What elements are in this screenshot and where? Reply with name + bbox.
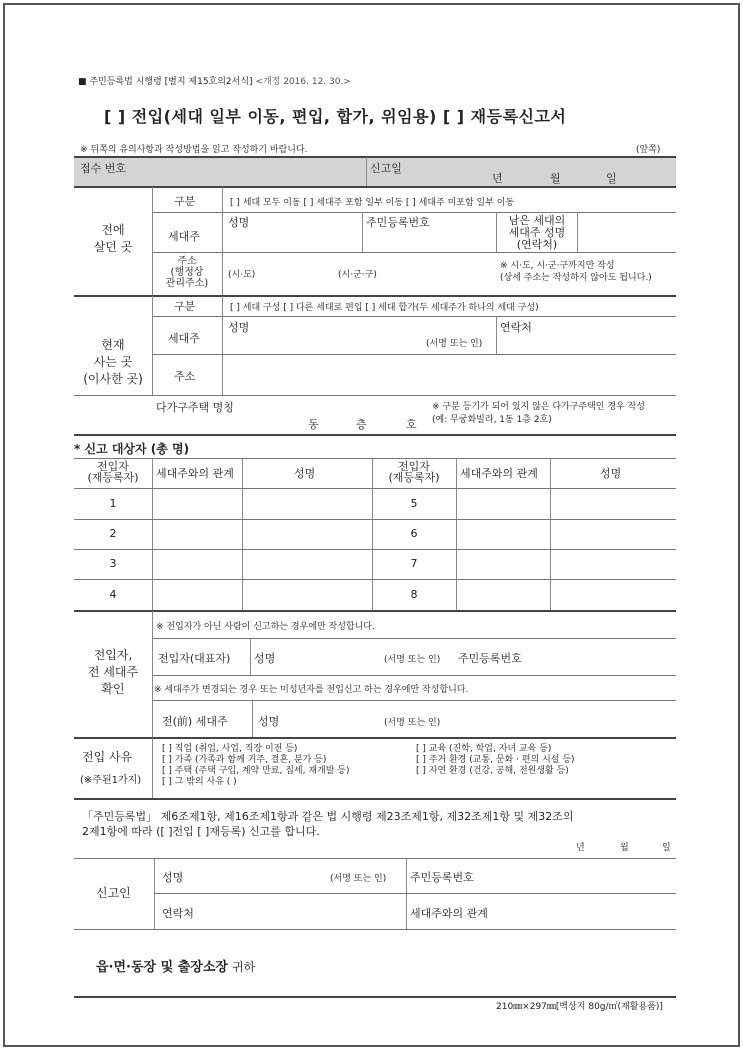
col-name-right: 성명	[600, 467, 622, 480]
receipt-date-label: 신고일	[370, 162, 402, 175]
reason-education-option[interactable]: [ ] 교육 (진학, 학업, 자녀 교육 등)	[416, 744, 552, 754]
divider	[456, 459, 457, 610]
targets-heading: * 신고 대상자 (총 명)	[74, 442, 190, 456]
divider	[152, 296, 153, 395]
row-number: 1	[109, 497, 117, 510]
decl-day: 일	[662, 843, 671, 853]
declarant-rrn-label: 주민등록번호	[410, 871, 474, 884]
multi-house-note: ※ 구분 등기가 되어 있지 않은 다가구주택인 경우 작성 (예: 무궁화빌라, 1동 1층 2호)	[432, 402, 646, 425]
reason-family-option[interactable]: [ ] 가족 (가족과 함께 거주, 결혼, 분가 등)	[162, 755, 327, 765]
divider	[250, 639, 251, 675]
rule	[74, 858, 676, 859]
prev-address-label: 주소 (행정상 관리주소)	[165, 256, 209, 289]
paper-spec: 210㎜×297㎜[백상지 80g/㎡(재활용품)]	[496, 1002, 663, 1012]
reason-other-option[interactable]: [ ] 그 밖의 사유 ( )	[162, 777, 237, 787]
rep-sign-label: (서명 또는 인)	[384, 655, 441, 665]
amend-date: <개정 2016. 12. 30.>	[255, 77, 351, 87]
divider	[152, 738, 153, 798]
prev-head-label: 세대주	[168, 230, 200, 243]
decl-month: 월	[620, 843, 629, 853]
rule	[74, 610, 676, 612]
divider	[252, 701, 253, 737]
rule	[74, 434, 676, 436]
divider	[366, 157, 367, 186]
prev-sido: (시·도)	[228, 270, 256, 280]
form-reference	[78, 74, 351, 87]
row-number: 6	[410, 527, 418, 540]
ho-label: 호	[406, 418, 417, 431]
divider	[242, 459, 243, 610]
receipt-month: 월	[550, 172, 561, 185]
divider	[222, 296, 223, 395]
col-relation-right: 세대주와의 관계	[460, 467, 538, 480]
reason-housing-option[interactable]: [ ] 주택 (주택 구입, 계약 만료, 집세, 재개발 등)	[162, 766, 350, 776]
rule	[152, 252, 676, 253]
rule	[74, 929, 676, 930]
rep-label: 전입자(대표자)	[158, 652, 231, 665]
page-side-label: (앞쪽)	[636, 145, 661, 155]
decl-year: 년	[576, 843, 585, 853]
row-number: 3	[109, 557, 117, 570]
rule	[74, 579, 676, 580]
rule	[74, 295, 676, 297]
divider	[496, 316, 497, 354]
reason-left-list	[162, 744, 349, 788]
declarant-name-label: 성명	[162, 871, 184, 884]
multi-house-label: 다가구주택 명칭	[156, 401, 234, 414]
rule	[74, 488, 676, 489]
declarant-relation-label: 세대주와의 관계	[410, 907, 488, 920]
remaining-head-label: 남은 세대의 세대주 성명 (연락처)	[508, 214, 566, 251]
divider	[550, 459, 551, 610]
prev-sigungu: (시·군·구)	[338, 270, 377, 280]
current-sign-label: (서명 또는 인)	[426, 339, 483, 349]
addressee	[96, 956, 255, 975]
current-section-label: 현재 사는 곳 (이사한 곳)	[83, 338, 143, 386]
current-kind-label: 구분	[174, 300, 196, 313]
addressee-suffix: 귀하	[232, 960, 256, 974]
confirm-section-label: 전입자, 전 세대주 확인	[87, 648, 139, 696]
col-name-left: 성명	[294, 467, 316, 480]
rule	[152, 675, 676, 676]
reason-job-option[interactable]: [ ] 직업 (취업, 사업, 직장 이전 등)	[162, 744, 298, 754]
divider	[152, 459, 153, 610]
prev-rrn-label: 주민등록번호	[366, 216, 430, 229]
prev-head-name-label: 성명	[258, 715, 280, 728]
rule	[74, 549, 676, 550]
reason-nature-option[interactable]: [ ] 자연 환경 (건강, 공해, 전원생활 등)	[416, 766, 569, 776]
form-title: [ ] 전입(세대 일부 이동, 편입, 합가, 위임용) [ ] 재등록신고서	[104, 107, 567, 126]
divider	[496, 212, 497, 252]
rule	[74, 519, 676, 520]
rep-rrn-label: 주민등록번호	[458, 652, 522, 665]
rule	[74, 996, 676, 998]
current-kind-options: [ ] 세대 구성 [ ] 다른 세대로 편입 [ ] 세대 합가(두 세대주가 하나의 세대 구성)	[230, 303, 539, 313]
addressee-office: 읍·면·동장 및 출장소장	[96, 960, 228, 975]
rep-name-label: 성명	[254, 652, 276, 665]
rule	[74, 156, 676, 158]
reason-section-label: 전입 사유	[82, 750, 133, 764]
declaration-line-1: 「주민등록법」 제6조제1항, 제16조제1항과 같은 법 시행령 제23조제1항, 제32조제1항 및 제32조의	[82, 810, 574, 823]
rule	[74, 458, 676, 459]
divider	[577, 212, 578, 252]
divider	[154, 859, 155, 929]
instruction-note: ※ 뒤쪽의 유의사항과 작성방법을 읽고 작성하기 바랍니다.	[80, 145, 308, 155]
rule	[152, 316, 676, 317]
rule	[74, 737, 676, 739]
current-contact-label: 연락처	[500, 321, 532, 334]
reason-living-option[interactable]: [ ] 주거 환경 (교통, 문화 · 편의 시설 등)	[416, 755, 575, 765]
form-ref-text: ■ 주민등록법 시행령 [별지 제15호의2서식]	[78, 77, 253, 87]
receipt-day: 일	[606, 172, 617, 185]
prev-address-note: ※ 시·도, 시·군·구까지만 작성 (상세 주소는 작성하지 않아도 됩니다.)	[500, 261, 652, 283]
confirm-note-1: ※ 전입자가 아닌 사람이 신고하는 경우에만 작성합니다.	[156, 622, 375, 632]
prev-head-sign-label: (서명 또는 인)	[384, 718, 441, 728]
dong-label: 동	[308, 418, 319, 431]
col-mover-left: 전입자 (재등록자)	[87, 460, 139, 484]
receipt-year: 년	[492, 172, 503, 185]
rule	[152, 354, 676, 355]
divider	[362, 212, 363, 252]
prev-kind-label: 구분	[174, 195, 196, 208]
divider	[222, 187, 223, 295]
rule	[74, 186, 676, 188]
rule	[74, 395, 676, 396]
row-number: 4	[109, 588, 117, 601]
divider	[152, 611, 153, 737]
reason-sub-label: (※주된1가지)	[80, 775, 142, 786]
prev-head-label: 전(前) 세대주	[162, 715, 228, 728]
row-number: 2	[109, 527, 117, 540]
rule	[152, 212, 676, 213]
reason-right-list	[416, 744, 575, 777]
current-head-label: 세대주	[168, 332, 200, 345]
prev-name-label: 성명	[228, 216, 250, 229]
declarant-label: 신고인	[96, 886, 131, 900]
row-number: 8	[410, 588, 418, 601]
prev-kind-options: [ ] 세대 모두 이동 [ ] 세대주 포함 일부 이동 [ ] 세대주 미포함 일부 이동	[230, 198, 515, 208]
cheung-label: 층	[356, 418, 367, 431]
divider	[406, 859, 407, 929]
declarant-sign-label: (서명 또는 인)	[330, 874, 387, 884]
prev-section-label: 전에 살던 곳	[93, 223, 133, 254]
row-number: 5	[410, 497, 418, 510]
row-number: 7	[410, 557, 418, 570]
current-address-label: 주소	[174, 370, 196, 383]
declaration-line-2: 2제1항에 따라 ([ ]전입 [ ]재등록) 신고를 합니다.	[82, 825, 320, 838]
rule	[154, 893, 676, 894]
col-relation-left: 세대주와의 관계	[156, 467, 234, 480]
confirm-note-2: ※ 세대주가 변경되는 경우 또는 미성년자를 전입신고 하는 경우에만 작성합니다.	[154, 685, 469, 695]
declarant-contact-label: 연락처	[162, 907, 194, 920]
rule	[152, 700, 676, 701]
rule	[152, 638, 676, 639]
col-mover-right: 전입자 (재등록자)	[388, 460, 440, 484]
rule	[74, 798, 676, 800]
receipt-number-label: 접수 번호	[80, 162, 127, 175]
current-name-label: 성명	[228, 321, 250, 334]
